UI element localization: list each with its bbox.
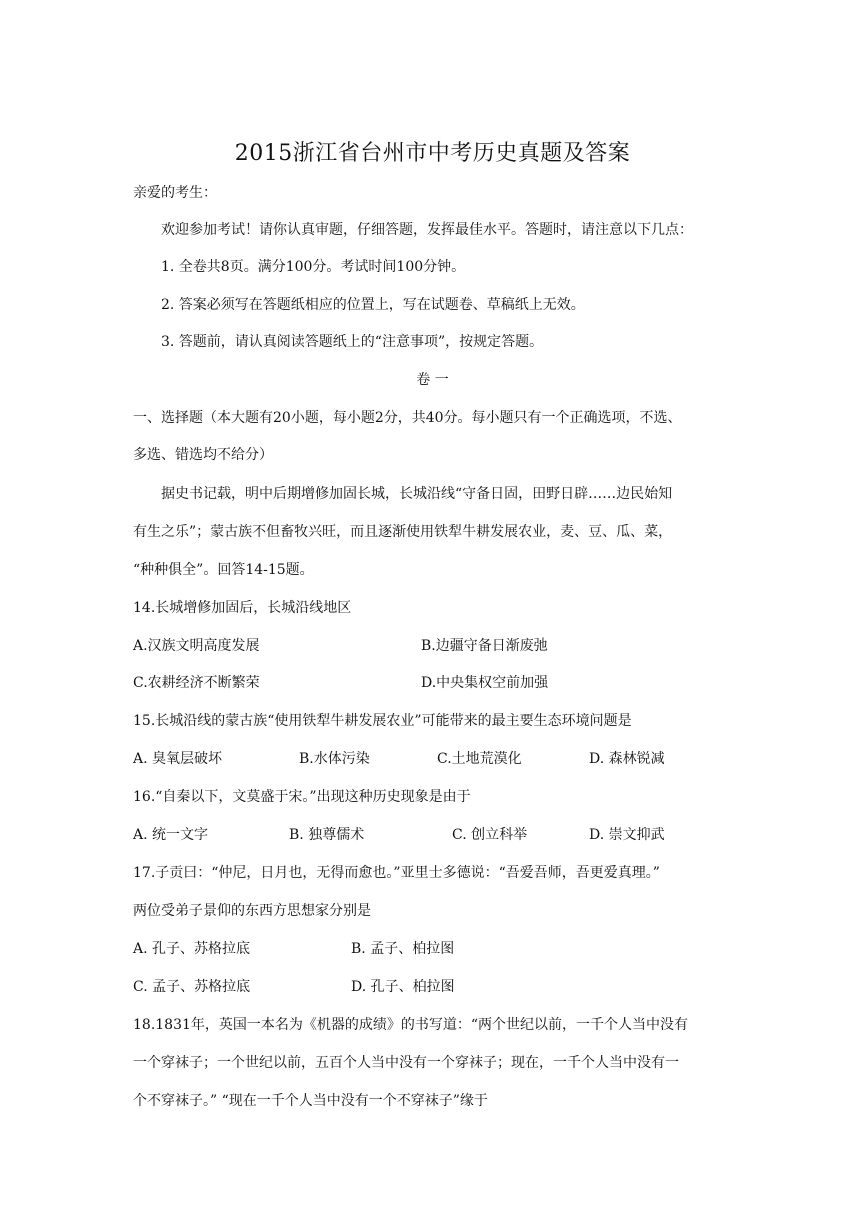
note-1: 1. 全卷共8页。满分100分。考试时间100分钟。 — [161, 259, 466, 275]
q16-option-b: B. 独尊儒术 — [289, 827, 365, 843]
q15-option-d: D. 森林锐减 — [589, 751, 665, 767]
q17-option-a: A. 孔子、苏格拉底 — [133, 941, 251, 957]
q14-option-a: A.汉族文明高度发展 — [133, 638, 260, 654]
passage-line-3: “种种俱全”。回答14-15题。 — [133, 562, 314, 578]
q16-option-d: D. 崇文抑武 — [589, 827, 665, 843]
document-title: 2015浙江省台州市中考历史真题及答案 — [234, 141, 631, 166]
q17-stem-line-2: 两位受弟子景仰的东西方思想家分别是 — [133, 903, 371, 919]
q18-stem-line-3: 个不穿袜子。” “现在一千个人当中没有一个不穿袜子”缘于 — [133, 1093, 488, 1109]
q14-stem: 14.长城增修加固后，长城沿线地区 — [133, 600, 352, 616]
q14-option-d: D.中央集权空前加强 — [421, 675, 549, 691]
q16-stem: 16.“自秦以下，文莫盛于宋。”出现这种历史现象是由于 — [133, 789, 471, 805]
q14-option-c: C.农耕经济不断繁荣 — [133, 675, 260, 691]
q18-stem-line-1: 18.1831年，英国一本名为《机器的成绩》的书写道：“两个世纪以前，一千个人当中没有 — [133, 1017, 689, 1033]
passage-line-2: 有生之乐”；蒙古族不但畜牧兴旺，而且逐渐使用铁犁牛耕发展农业，麦、豆、瓜、菜， — [133, 524, 673, 540]
note-3: 3. 答题前，请认真阅读答题纸上的“注意事项”，按规定答题。 — [161, 334, 544, 350]
q17-stem-line-1: 17.子贡曰：“仲尼，日月也，无得而愈也。”亚里士多德说：“吾爱吾师，吾更爱真理。” — [133, 865, 660, 881]
q15-option-c: C.土地荒漠化 — [437, 751, 522, 767]
section-desc-line-1: 一、选择题（本大题有20小题，每小题2分，共40分。每小题只有一个正确选项，不选、 — [133, 410, 682, 426]
intro-paragraph: 欢迎参加考试！请你认真审题，仔细答题，发挥最佳水平。答题时，请注意以下几点： — [161, 222, 693, 238]
q17-option-d: D. 孔子、柏拉图 — [351, 979, 455, 995]
section-desc-line-2: 多选、错选均不给分） — [133, 447, 273, 463]
q14-option-b: B.边疆守备日渐废弛 — [421, 638, 548, 654]
note-2: 2. 答案必须写在答题纸相应的位置上，写在试题卷、草稿纸上无效。 — [161, 297, 585, 313]
q17-option-b: B. 孟子、柏拉图 — [351, 941, 455, 957]
section-title: 卷 一 — [416, 372, 449, 388]
q16-option-c: C. 创立科举 — [452, 827, 528, 843]
q15-stem: 15.长城沿线的蒙古族“使用铁犁牛耕发展农业”可能带来的最主要生态环境问题是 — [133, 713, 632, 729]
q16-option-a: A. 统一文字 — [133, 827, 209, 843]
passage-line-1: 据史书记载，明中后期增修加固长城，长城沿线“守备日固，田野日辟……边民始知 — [161, 486, 673, 502]
q15-option-a: A. 臭氧层破坏 — [133, 751, 223, 767]
greeting: 亲爱的考生： — [133, 185, 217, 201]
q17-option-c: C. 孟子、苏格拉底 — [133, 979, 251, 995]
q15-option-b: B.水体污染 — [299, 751, 370, 767]
q18-stem-line-2: 一个穿袜子；一个世纪以前，五百个人当中没有一个穿袜子；现在，一千个人当中没有一 — [133, 1055, 679, 1071]
